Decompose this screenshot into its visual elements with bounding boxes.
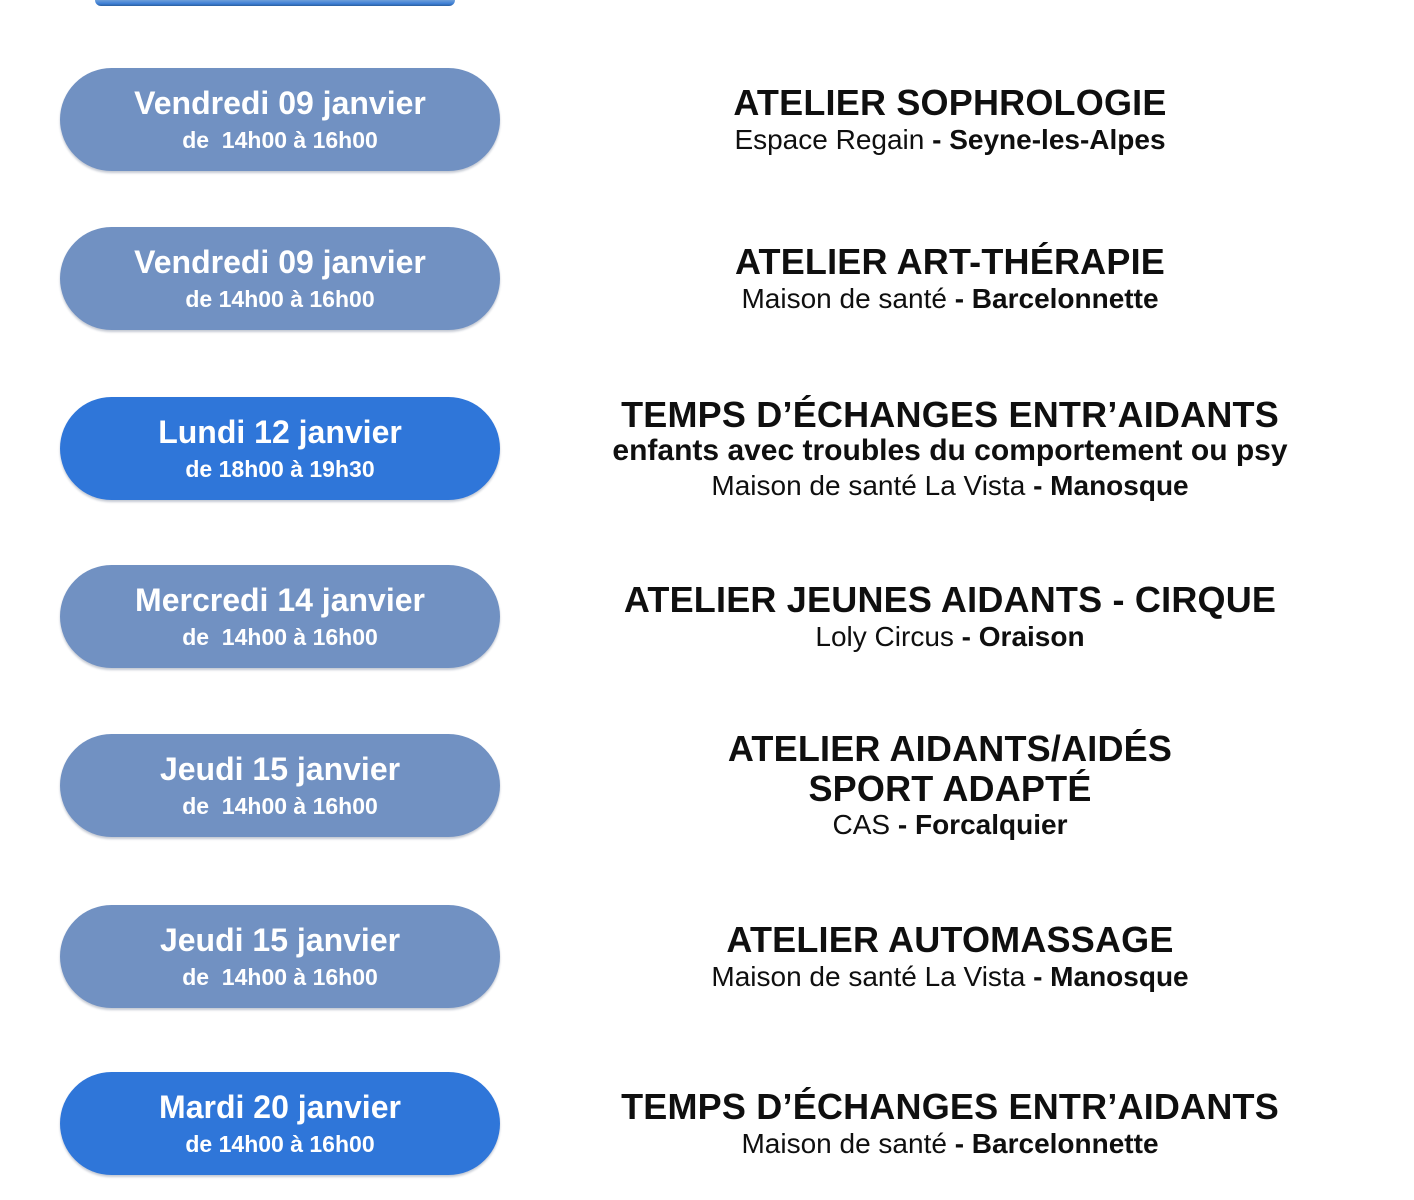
event-venue-line — [500, 123, 1400, 157]
event-note: enfants avec troubles du comportement ou psy — [612, 434, 1288, 468]
event-venue-line — [500, 282, 1400, 316]
date-pill — [60, 68, 500, 171]
event-row — [0, 1072, 1414, 1175]
event-venue: Maison de santé — [741, 1127, 947, 1159]
event-venue-line — [500, 808, 1400, 842]
event-details — [500, 395, 1414, 503]
pill-date-text: Vendredi 09 janvier — [134, 243, 426, 280]
date-pill — [60, 227, 500, 330]
pill-time-text: de 14h00 à 16h00 — [185, 1130, 375, 1157]
event-location: - Barcelonnette — [954, 1127, 1159, 1159]
pill-date-text: Jeudi 15 janvier — [159, 750, 401, 787]
event-title: ATELIER AUTOMASSAGE — [726, 918, 1174, 960]
event-row — [0, 905, 1414, 1008]
event-venue-line — [500, 1127, 1400, 1161]
pill-time-text: de 14h00 à 16h00 — [182, 963, 378, 990]
date-pill — [60, 397, 500, 500]
event-location: - Seyne-les-Alpes — [932, 123, 1166, 155]
event-title: TEMPS D’ÉCHANGES ENTR’AIDANTS — [621, 393, 1279, 435]
event-title: ATELIER ART-THÉRAPIE — [734, 240, 1165, 282]
event-title: ATELIER AIDANTS/AIDÉS — [727, 728, 1173, 770]
event-venue-line — [500, 960, 1400, 994]
event-location: - Oraison — [961, 620, 1085, 652]
event-details — [500, 920, 1414, 993]
event-venue-line — [500, 620, 1400, 654]
pill-date-text: Vendredi 09 janvier — [134, 84, 426, 121]
event-row — [0, 68, 1414, 171]
event-title: TEMPS D’ÉCHANGES ENTR’AIDANTS — [621, 1085, 1279, 1127]
event-row — [0, 565, 1414, 668]
event-location: - Manosque — [1033, 469, 1189, 501]
event-details — [500, 242, 1414, 315]
date-pill — [60, 565, 500, 668]
event-details — [500, 580, 1414, 653]
event-venue: CAS — [832, 809, 891, 841]
event-location: - Manosque — [1033, 960, 1189, 992]
pill-date-text: Mardi 20 janvier — [159, 1088, 401, 1125]
pill-date-text: Jeudi 15 janvier — [159, 921, 401, 958]
event-venue: Loly Circus — [815, 620, 954, 652]
pill-time-text: de 14h00 à 16h00 — [185, 285, 375, 312]
event-venue: Maison de santé — [741, 282, 947, 314]
event-details — [500, 1087, 1414, 1160]
event-details — [500, 729, 1414, 842]
event-title-line2: SPORT ADAPTÉ — [808, 767, 1092, 809]
event-row — [0, 227, 1414, 330]
event-title: ATELIER SOPHROLOGIE — [733, 81, 1167, 123]
pill-time-text: de 14h00 à 16h00 — [182, 623, 378, 650]
event-venue: Espace Regain — [734, 123, 925, 155]
event-details — [500, 83, 1414, 156]
event-location: - Forcalquier — [897, 809, 1068, 841]
event-venue: Maison de santé La Vista — [711, 960, 1026, 992]
date-pill — [60, 734, 500, 837]
date-pill — [60, 1072, 500, 1175]
pill-date-text: Lundi 12 janvier — [158, 413, 402, 450]
event-location: - Barcelonnette — [954, 282, 1159, 314]
event-venue: Maison de santé La Vista — [711, 469, 1026, 501]
pill-time-text: de 18h00 à 19h30 — [185, 455, 375, 482]
cropped-date-pill-top — [95, 0, 455, 6]
event-title: ATELIER JEUNES AIDANTS - CIRQUE — [623, 578, 1277, 620]
pill-time-text: de 14h00 à 16h00 — [182, 126, 378, 153]
event-row — [0, 728, 1414, 841]
event-venue-line — [500, 469, 1400, 503]
event-row — [0, 393, 1414, 501]
pill-date-text: Mercredi 14 janvier — [135, 581, 425, 618]
date-pill — [60, 905, 500, 1008]
pill-time-text: de 14h00 à 16h00 — [182, 792, 378, 819]
